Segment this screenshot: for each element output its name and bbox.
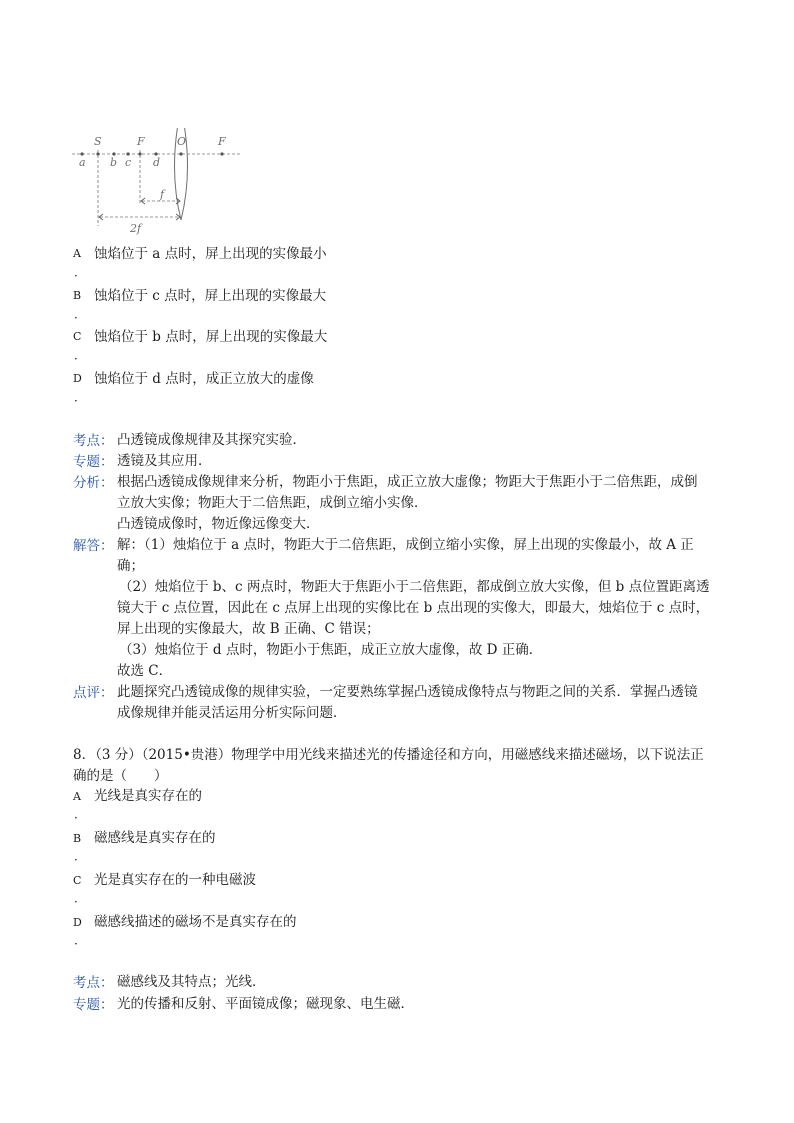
zhuanti-text: 光的传播和反射、平面镜成像；磁现象、电生磁．	[117, 996, 414, 1012]
option-letter: A	[73, 790, 81, 803]
fenxi-line: 根据凸透镜成像规律来分析，物距小于焦距，成正立放大虚像；物距大于焦距小于二倍焦距，成倒	[117, 474, 698, 490]
jieda-line: （3）烛焰位于 d 点时，物距小于焦距，成正立放大虚像，故 D 正确．	[119, 642, 543, 658]
option-dot: ·	[74, 352, 78, 366]
option-dot: ·	[74, 937, 78, 951]
jieda-line: 镜大于 c 点位置，因此在 c 点屏上出现的实像比在 b 点出现的实像大，即最大，烛焰位于 c 点时，	[117, 600, 710, 616]
kaodian-text: 凸透镜成像规律及其探究实验．	[117, 432, 306, 448]
jieda-line: 屏上出现的实像最大，故 B 正确、C 错误；	[117, 621, 380, 637]
option-letter: B	[73, 289, 82, 302]
jieda-label: 解答：	[73, 538, 114, 554]
zhuanti-label: 专题：	[73, 997, 114, 1013]
q8-option-d: 磁感线描述的磁场不是真实存在的	[94, 914, 297, 930]
q8-stem-line: 8．（3 分）（2015•贵港）物理学中用光线来描述光的传播途径和方向，用磁感线来描述磁场，以下说法正	[73, 747, 704, 763]
option-letter: D	[73, 372, 82, 385]
label-F-left: F	[137, 135, 145, 148]
fenxi-label: 分析：	[73, 475, 114, 491]
jieda-line: （2）烛焰位于 b、c 两点时，物距大于焦距小于二倍焦距，都成倒立放大实像，但 b 点位置距离透	[119, 579, 710, 595]
option-dot: ·	[74, 311, 78, 325]
option-dot: ·	[74, 811, 78, 825]
q8-option-c: 光是真实存在的一种电磁波	[94, 872, 256, 888]
label-S: S	[94, 135, 102, 148]
fenxi-line: 立放大实像；物距大于二倍焦距，成倒立缩小实像．	[117, 495, 428, 511]
option-dot: ·	[74, 853, 78, 867]
fenxi-line: 凸透镜成像时，物近像远像变大．	[117, 516, 320, 532]
option-letter: D	[73, 916, 82, 929]
dianping-line: 此题探究凸透镜成像的规律实验，一定要熟练掌握凸透镜成像特点与物距之间的关系．掌握凸透镜	[117, 684, 698, 700]
q7-option-a: 蚀焰位于 a 点时，屏上出现的实像最小	[94, 246, 327, 262]
q8-option-b: 磁感线是真实存在的	[94, 830, 216, 846]
q7-option-d: 蚀焰位于 d 点时，成正立放大的虚像	[94, 371, 314, 387]
kaodian-text: 磁感线及其特点；光线．	[117, 974, 266, 990]
label-c: c	[125, 156, 132, 169]
q8-option-a: 光线是真实存在的	[94, 788, 202, 804]
dianping-line: 成像规律并能灵活运用分析实际问题．	[117, 705, 347, 721]
point-F-right	[220, 152, 223, 155]
jieda-line: 解：（1）烛焰位于 a 点时，物距大于二倍焦距，成倒立缩小实像，屏上出现的实像最小，故 A 正	[117, 537, 694, 553]
option-letter: B	[73, 832, 82, 845]
jieda-line: 确；	[117, 558, 144, 574]
label-F-right: F	[218, 135, 226, 148]
option-letter: C	[73, 874, 82, 887]
jieda-line: 故选 C．	[117, 663, 173, 679]
label-2f: 2f	[130, 222, 142, 235]
label-b: b	[110, 156, 118, 169]
label-O: O	[177, 135, 187, 148]
zhuanti-text: 透镜及其应用．	[117, 453, 212, 469]
label-f: f	[160, 188, 165, 201]
kaodian-label: 考点：	[73, 433, 114, 449]
kaodian-label: 考点：	[73, 975, 114, 991]
dianping-label: 点评：	[73, 685, 114, 701]
option-letter: A	[73, 247, 81, 260]
convex-lens-diagram	[72, 128, 252, 238]
option-dot: ·	[74, 269, 78, 283]
zhuanti-label: 专题：	[73, 454, 114, 470]
label-d: d	[153, 156, 161, 169]
q7-option-c: 蚀焰位于 b 点时，屏上出现的实像最大	[94, 329, 328, 345]
option-letter: C	[73, 330, 82, 343]
q8-stem-line: 确的是（ ）	[73, 768, 168, 784]
option-dot: ·	[74, 394, 78, 408]
q7-option-b: 蚀焰位于 c 点时，屏上出现的实像最大	[94, 288, 327, 304]
point-O	[179, 152, 182, 155]
option-dot: ·	[74, 895, 78, 909]
label-a: a	[79, 156, 86, 169]
